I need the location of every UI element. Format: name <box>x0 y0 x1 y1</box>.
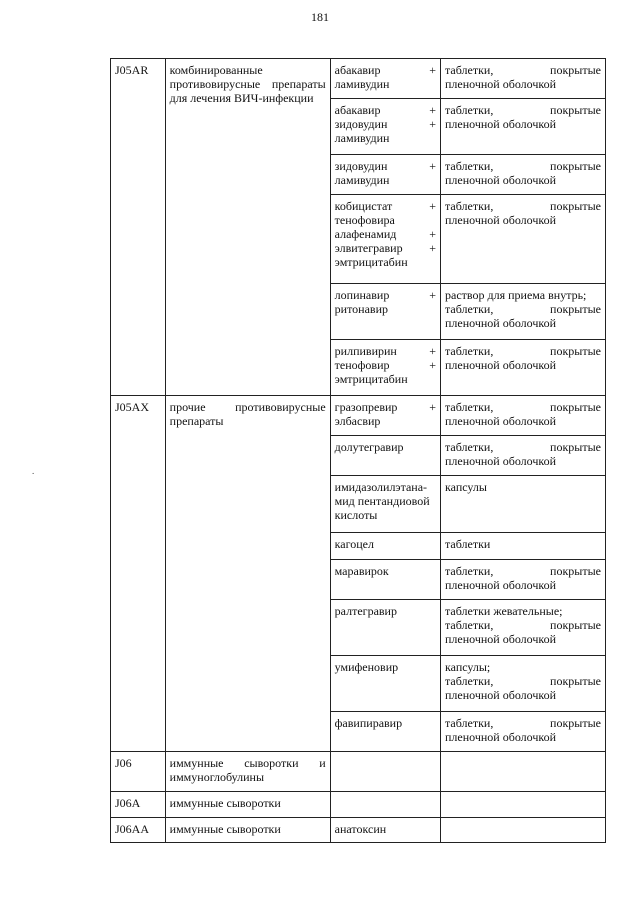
inn-name: рилпивирин <box>334 344 397 358</box>
plus-sign: + <box>429 288 436 302</box>
inn-name: кобицистат <box>334 199 393 213</box>
dosage-form-text: таблетки, <box>445 344 494 358</box>
inn-name: зидовудин <box>334 117 388 131</box>
dosage-form-line <box>445 716 601 730</box>
atc-code: J06 <box>115 756 132 770</box>
inn-name: абакавир <box>334 103 381 117</box>
dosage-form-line <box>445 414 601 428</box>
plus-sign: + <box>429 199 436 213</box>
inn-line <box>335 537 436 551</box>
dosage-form-line <box>445 632 601 646</box>
dosage-form-text: таблетки, <box>445 63 494 77</box>
inn-line <box>335 302 436 316</box>
atc-code: J06A <box>115 796 141 810</box>
inn-name: эмтрицитабин <box>334 255 408 269</box>
dosage-form-line <box>445 578 601 592</box>
inn-line <box>335 400 436 414</box>
inn-name: умифеновир <box>334 660 399 674</box>
plus-sign: + <box>429 117 436 131</box>
inn-name: элбасвир <box>334 414 381 428</box>
dosage-form-text: таблетки, <box>445 400 494 414</box>
group-text: противовирусные <box>169 77 261 91</box>
dosage-form-cell <box>441 656 606 712</box>
dosage-form-text: покрытые <box>550 199 601 213</box>
inn-line <box>335 77 436 91</box>
inn-name: имидазолилэтана- <box>334 480 428 494</box>
dosage-form-cell <box>441 340 606 396</box>
dosage-form-line <box>445 688 601 702</box>
dosage-form-text: покрытые <box>550 716 601 730</box>
inn-name: кагоцел <box>334 537 374 551</box>
inn-line <box>335 564 436 578</box>
dosage-form-line <box>445 604 601 618</box>
dosage-form-text: пленочной оболочкой <box>445 117 557 131</box>
dosage-form-text: пленочной оболочкой <box>445 688 557 702</box>
dosage-form-line <box>445 454 601 468</box>
dosage-form-cell <box>441 533 606 560</box>
anatomical-group-cell <box>165 396 330 752</box>
dosage-form-text: пленочной оболочкой <box>445 578 557 592</box>
dosage-form-text: таблетки, <box>445 103 494 117</box>
dosage-form-text: таблетки, <box>445 716 494 730</box>
inn-cell <box>330 155 440 195</box>
inn-cell <box>330 396 440 436</box>
inn-name: тенофовир <box>334 358 390 372</box>
margin-mark: . <box>32 466 35 476</box>
inn-line <box>335 131 436 145</box>
inn-name: эмтрицитабин <box>334 372 408 386</box>
dosage-form-cell <box>441 818 606 843</box>
dosage-form-text: покрытые <box>550 674 601 688</box>
dosage-form-text: покрытые <box>550 440 601 454</box>
inn-cell <box>330 195 440 284</box>
atc-code-cell <box>111 792 166 818</box>
inn-name: элвитегравир <box>334 241 403 255</box>
atc-code-cell <box>111 752 166 792</box>
dosage-form-cell <box>441 600 606 656</box>
dosage-form-text: таблетки, <box>445 302 494 316</box>
dosage-form-cell <box>441 752 606 792</box>
inn-line <box>335 494 436 508</box>
plus-sign: + <box>429 400 436 414</box>
dosage-form-line <box>445 344 601 358</box>
dosage-form-text: пленочной оболочкой <box>445 414 557 428</box>
dosage-form-line <box>445 730 601 744</box>
inn-name: кислоты <box>334 508 378 522</box>
dosage-form-line <box>445 63 601 77</box>
dosage-form-text: таблетки, <box>445 199 494 213</box>
inn-cell <box>330 656 440 712</box>
group-text: препараты для лечения ВИЧ-инфекции <box>169 77 326 105</box>
inn-line <box>335 716 436 730</box>
inn-cell <box>330 792 440 818</box>
table-row <box>111 59 606 99</box>
dosage-form-text: таблетки, <box>445 564 494 578</box>
anatomical-group-cell <box>165 792 330 818</box>
plus-sign: + <box>429 241 436 255</box>
atc-code: J05AR <box>115 63 149 77</box>
inn-cell <box>330 600 440 656</box>
group-text: комбинированные <box>169 63 263 77</box>
dosage-form-cell <box>441 59 606 99</box>
dosage-form-text: покрытые <box>550 159 601 173</box>
dosage-form-cell <box>441 436 606 476</box>
inn-name: тенофовира <box>334 213 395 227</box>
inn-cell <box>330 533 440 560</box>
dosage-form-line <box>445 288 601 302</box>
anatomical-group-cell <box>165 752 330 792</box>
dosage-form-line <box>445 564 601 578</box>
inn-line <box>335 159 436 173</box>
table-row <box>111 818 606 843</box>
dosage-form-text: покрытые <box>550 103 601 117</box>
dosage-form-line <box>445 480 601 494</box>
inn-line <box>335 440 436 454</box>
anatomical-group-cell <box>165 818 330 843</box>
dosage-form-text: пленочной оболочкой <box>445 316 557 330</box>
inn-name: гразопревир <box>334 400 398 414</box>
dosage-form-text: таблетки, <box>445 618 494 632</box>
inn-name: ламивудин <box>334 77 390 91</box>
atc-code-cell <box>111 59 166 396</box>
dosage-form-cell <box>441 284 606 340</box>
inn-cell <box>330 818 440 843</box>
inn-line <box>335 414 436 428</box>
inn-line <box>335 660 436 674</box>
inn-line <box>335 372 436 386</box>
anatomical-group-cell <box>165 59 330 396</box>
dosage-form-line <box>445 199 601 213</box>
dosage-form-cell <box>441 99 606 155</box>
inn-cell <box>330 99 440 155</box>
inn-line <box>335 822 436 836</box>
plus-sign: + <box>429 103 436 117</box>
dosage-form-text: покрытые <box>550 564 601 578</box>
inn-cell <box>330 284 440 340</box>
dosage-form-line <box>445 618 601 632</box>
table-row <box>111 792 606 818</box>
inn-line <box>335 63 436 77</box>
dosage-form-text: таблетки, <box>445 674 494 688</box>
inn-name: ритонавир <box>334 302 388 316</box>
dosage-form-line <box>445 316 601 330</box>
dosage-form-text: пленочной оболочкой <box>445 213 557 227</box>
plus-sign: + <box>429 159 436 173</box>
inn-name: алафенамид <box>334 227 397 241</box>
plus-sign: + <box>429 63 436 77</box>
dosage-form-line <box>445 302 601 316</box>
dosage-form-text: таблетки жевательные; <box>445 604 563 618</box>
inn-name: лопинавир <box>334 288 390 302</box>
inn-name: абакавир <box>334 63 381 77</box>
dosage-form-line <box>445 537 601 551</box>
page-number: 181 <box>311 10 329 24</box>
inn-line <box>335 117 436 131</box>
dosage-form-cell <box>441 476 606 533</box>
inn-line <box>335 241 436 255</box>
dosage-form-text: пленочной оболочкой <box>445 358 557 372</box>
dosage-form-line <box>445 159 601 173</box>
inn-cell <box>330 59 440 99</box>
dosage-form-line <box>445 103 601 117</box>
dosage-form-cell <box>441 155 606 195</box>
inn-line <box>335 344 436 358</box>
dosage-form-line <box>445 660 601 674</box>
inn-line <box>335 173 436 187</box>
inn-cell <box>330 476 440 533</box>
group-text: иммунные сыворотки <box>169 822 281 836</box>
dosage-form-text: таблетки <box>445 537 491 551</box>
plus-sign: + <box>429 358 436 372</box>
inn-name: ламивудин <box>334 131 390 145</box>
dosage-form-text: пленочной оболочкой <box>445 730 557 744</box>
inn-line <box>335 480 436 494</box>
dosage-form-text: покрытые <box>550 302 601 316</box>
inn-cell <box>330 436 440 476</box>
inn-line <box>335 358 436 372</box>
inn-line <box>335 227 436 241</box>
inn-cell <box>330 712 440 752</box>
inn-name: фавипиравир <box>334 716 403 730</box>
dosage-form-text: капсулы <box>445 480 487 494</box>
dosage-form-line <box>445 440 601 454</box>
inn-line <box>335 288 436 302</box>
dosage-form-text: покрытые <box>550 63 601 77</box>
dosage-form-line <box>445 117 601 131</box>
inn-name: мид пентандиовой <box>334 494 430 508</box>
dosage-form-text: покрытые <box>550 344 601 358</box>
dosage-form-line <box>445 213 601 227</box>
dosage-form-text: капсулы; <box>445 660 491 674</box>
plus-sign: + <box>429 344 436 358</box>
inn-name: зидовудин <box>334 159 388 173</box>
dosage-form-text: покрытые <box>550 400 601 414</box>
dosage-form-text: раствор для приема внутрь; <box>445 288 587 302</box>
group-text: иммунные сыворотки <box>169 796 281 810</box>
dosage-form-line <box>445 674 601 688</box>
inn-cell <box>330 752 440 792</box>
plus-sign: + <box>429 227 436 241</box>
dosage-form-text: пленочной оболочкой <box>445 77 557 91</box>
dosage-form-cell <box>441 712 606 752</box>
inn-line <box>335 508 436 522</box>
inn-line <box>335 604 436 618</box>
group-text: иммунные сыворотки и иммуноглобулины <box>169 756 326 784</box>
dosage-form-text: покрытые <box>550 618 601 632</box>
inn-line <box>335 199 436 213</box>
dosage-form-text: таблетки, <box>445 159 494 173</box>
inn-line <box>335 103 436 117</box>
inn-cell <box>330 560 440 600</box>
dosage-form-text: пленочной оболочкой <box>445 632 557 646</box>
inn-line <box>335 213 436 227</box>
inn-cell <box>330 340 440 396</box>
dosage-form-cell <box>441 792 606 818</box>
atc-code: J05AX <box>115 400 150 414</box>
inn-name: ламивудин <box>334 173 390 187</box>
dosage-form-cell <box>441 195 606 284</box>
dosage-form-line <box>445 400 601 414</box>
drug-table <box>110 58 606 843</box>
dosage-form-line <box>445 358 601 372</box>
dosage-form-text: пленочной оболочкой <box>445 454 557 468</box>
dosage-form-line <box>445 173 601 187</box>
table-row <box>111 752 606 792</box>
table-row <box>111 396 606 436</box>
dosage-form-text: таблетки, <box>445 440 494 454</box>
group-text: прочие противовирусные препараты <box>169 400 326 428</box>
atc-code: J06AA <box>115 822 150 836</box>
inn-name: ралтегравир <box>334 604 397 618</box>
dosage-form-text: пленочной оболочкой <box>445 173 557 187</box>
atc-code-cell <box>111 396 166 752</box>
inn-name: маравирок <box>334 564 389 578</box>
dosage-form-cell <box>441 396 606 436</box>
inn-name: анатоксин <box>334 822 387 836</box>
dosage-form-line <box>445 77 601 91</box>
inn-name: долутегравир <box>334 440 404 454</box>
inn-line <box>335 255 436 269</box>
atc-code-cell <box>111 818 166 843</box>
dosage-form-cell <box>441 560 606 600</box>
